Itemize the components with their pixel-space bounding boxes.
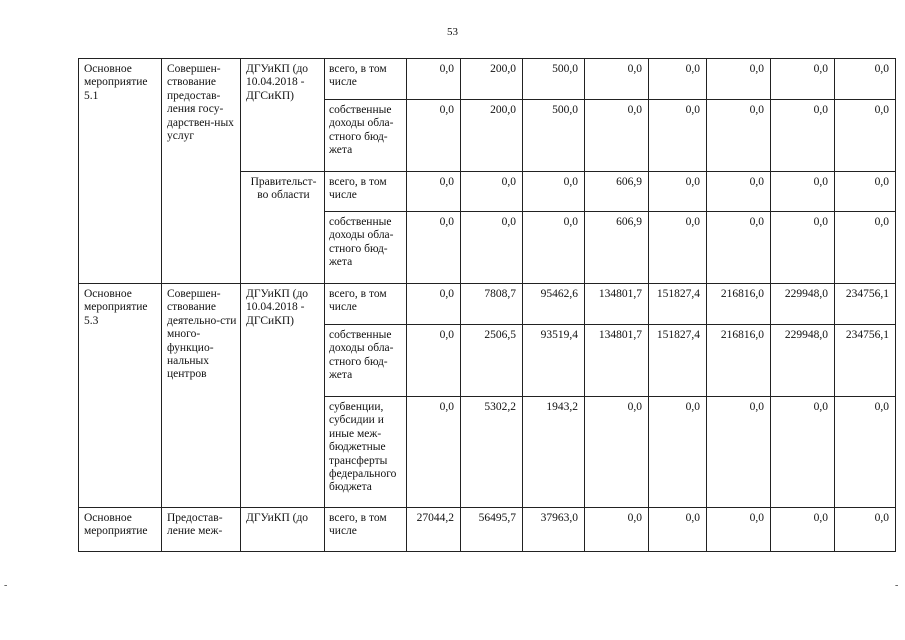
value-cell: 0,0 — [407, 212, 461, 284]
value-cell: 234756,1 — [835, 325, 896, 397]
value-cell: 27044,2 — [407, 508, 461, 552]
value-cell: 0,0 — [407, 284, 461, 325]
value-cell: 606,9 — [585, 212, 649, 284]
value-cell: 0,0 — [407, 172, 461, 212]
value-cell: 0,0 — [707, 397, 771, 508]
value-cell: 0,0 — [771, 508, 835, 552]
executor-cell: ДГУиКП (до 10.04.2018 - ДГСиКП) — [241, 59, 325, 172]
value-cell: 37963,0 — [523, 508, 585, 552]
value-cell: 0,0 — [771, 397, 835, 508]
activity-cell: Основное мероприятие 5.3 — [79, 284, 162, 508]
value-cell: 134801,7 — [585, 284, 649, 325]
source-cell: субвенции, субсидии и иные меж-бюджетные трансферты федерального бюджета — [325, 397, 407, 508]
source-cell: всего, в том числе — [325, 508, 407, 552]
activity-cell: Основное мероприятие — [79, 508, 162, 552]
value-cell: 0,0 — [649, 508, 707, 552]
value-cell: 0,0 — [407, 325, 461, 397]
value-cell: 95462,6 — [523, 284, 585, 325]
value-cell: 151827,4 — [649, 325, 707, 397]
value-cell: 0,0 — [771, 172, 835, 212]
table-row — [79, 59, 896, 100]
value-cell: 0,0 — [771, 100, 835, 172]
source-cell: собственные доходы обла-стного бюд-жета — [325, 100, 407, 172]
description-cell: Совершен-ствование предостав-ления госу-дарствен-ных услуг — [162, 59, 241, 284]
value-cell: 134801,7 — [585, 325, 649, 397]
description-cell: Совершен-ствование деятельно-сти много-функцио-нальных центров — [162, 284, 241, 508]
value-cell: 0,0 — [585, 397, 649, 508]
source-cell: всего, в том числе — [325, 59, 407, 100]
value-cell: 216816,0 — [707, 325, 771, 397]
budget-table — [78, 58, 896, 552]
table-row — [79, 508, 896, 552]
value-cell: 200,0 — [461, 59, 523, 100]
value-cell: 2506,5 — [461, 325, 523, 397]
source-cell: всего, в том числе — [325, 284, 407, 325]
value-cell: 0,0 — [707, 172, 771, 212]
value-cell: 0,0 — [771, 212, 835, 284]
value-cell: 0,0 — [407, 397, 461, 508]
value-cell: 5302,2 — [461, 397, 523, 508]
value-cell: 0,0 — [461, 172, 523, 212]
value-cell: 500,0 — [523, 59, 585, 100]
value-cell: 0,0 — [523, 172, 585, 212]
value-cell: 0,0 — [585, 100, 649, 172]
value-cell: 0,0 — [523, 212, 585, 284]
value-cell: 0,0 — [835, 59, 896, 100]
value-cell: 216816,0 — [707, 284, 771, 325]
value-cell: 0,0 — [649, 397, 707, 508]
value-cell: 0,0 — [835, 172, 896, 212]
value-cell: 200,0 — [461, 100, 523, 172]
source-cell: собственные доходы обла-стного бюд-жета — [325, 212, 407, 284]
value-cell: 0,0 — [707, 59, 771, 100]
value-cell: 234756,1 — [835, 284, 896, 325]
margin-mark: - — [4, 580, 8, 591]
value-cell: 0,0 — [407, 59, 461, 100]
page-number: 53 — [447, 26, 458, 38]
activity-cell: Основное мероприятие 5.1 — [79, 59, 162, 284]
value-cell: 0,0 — [707, 212, 771, 284]
margin-mark: - — [895, 580, 899, 591]
table-row — [79, 284, 896, 325]
value-cell: 1943,2 — [523, 397, 585, 508]
executor-cell: Правительст-во области — [241, 172, 325, 284]
value-cell: 0,0 — [707, 100, 771, 172]
description-cell: Предостав-ление меж- — [162, 508, 241, 552]
executor-cell: ДГУиКП (до 10.04.2018 - ДГСиКП) — [241, 284, 325, 508]
value-cell: 0,0 — [649, 59, 707, 100]
value-cell: 606,9 — [585, 172, 649, 212]
value-cell: 0,0 — [649, 212, 707, 284]
value-cell: 229948,0 — [771, 325, 835, 397]
value-cell: 0,0 — [649, 172, 707, 212]
value-cell: 0,0 — [835, 100, 896, 172]
value-cell: 0,0 — [461, 212, 523, 284]
value-cell: 56495,7 — [461, 508, 523, 552]
value-cell: 0,0 — [407, 100, 461, 172]
value-cell: 229948,0 — [771, 284, 835, 325]
value-cell: 93519,4 — [523, 325, 585, 397]
executor-cell: ДГУиКП (до — [241, 508, 325, 552]
value-cell: 0,0 — [585, 59, 649, 100]
value-cell: 0,0 — [835, 508, 896, 552]
value-cell: 0,0 — [707, 508, 771, 552]
value-cell: 0,0 — [835, 397, 896, 508]
value-cell: 0,0 — [835, 212, 896, 284]
value-cell: 0,0 — [649, 100, 707, 172]
value-cell: 500,0 — [523, 100, 585, 172]
value-cell: 0,0 — [771, 59, 835, 100]
value-cell: 151827,4 — [649, 284, 707, 325]
value-cell: 0,0 — [585, 508, 649, 552]
source-cell: собственные доходы обла-стного бюд-жета — [325, 325, 407, 397]
source-cell: всего, в том числе — [325, 172, 407, 212]
value-cell: 7808,7 — [461, 284, 523, 325]
